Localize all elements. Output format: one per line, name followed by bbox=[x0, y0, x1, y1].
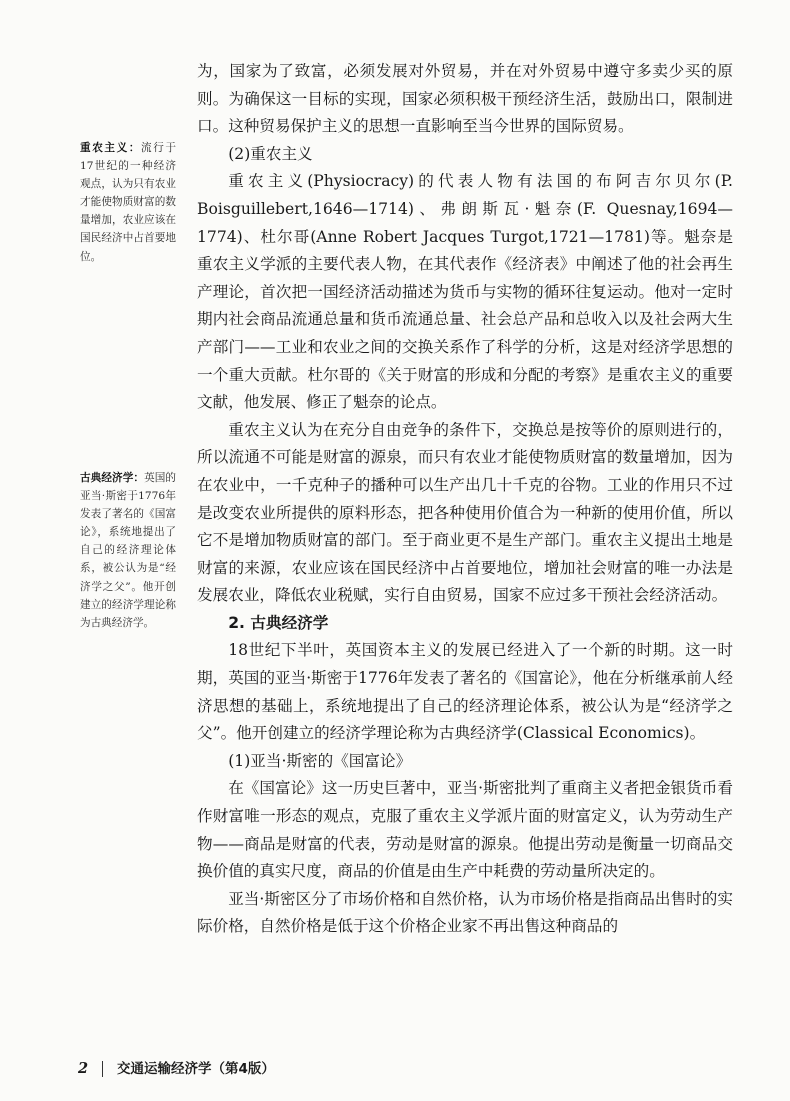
paragraph-physiocracy-figures: 重农主义(Physiocracy)的代表人物有法国的布阿吉尔贝尔(P. Boisguillebert,1646—1714)、弗朗斯瓦·魁奈(F. Quesnay,1694—1774)、杜尔哥(Anne Robert Jacques Turgot,1721—1781)等。魁奈是重农主义学派的主要代表人物，在其代表作《经济表》中阐述了他的社会再生产理论，首次把一国经济活动描述为货币与实物的循环往复运动。他对一定时期内社会商品流通总量和货币流通总量、社会总产品和总收入以及社会两大生产部门——工业和农业之间的交换关系作了科学的分析，这是对经济学思想的一个重大贡献。杜尔哥的《关于财富的形成和分配的考察》是重农主义的重要文献，他发展、修正了魁奈的论点。 bbox=[197, 172, 733, 412]
margin-note-term: 重农主义 bbox=[80, 142, 129, 154]
margin-note-text: 流行于17世纪的一种经济观点，认为只有农业才能使物质财富的数量增加，农业应该在国民经济中占首要地位。 bbox=[80, 142, 177, 263]
paragraph-classical-intro: 18世纪下半叶，英国资本主义的发展已经进入了一个新的时期。这一时期，英国的亚当·斯密于1776年发表了著名的《国富论》，他在分析继承前人经济思想的基础上，系统地提出了自己的经济理论体系，被公认为是“经济学之父”。他开创建立的经济学理论称为古典经济学(Classical Economics)。 bbox=[197, 641, 733, 743]
paragraph-wealth-of-nations: 在《国富论》这一历史巨著中，亚当·斯密批判了重商主义者把金银货币看作财富唯一形态的观点，克服了重农主义学派片面的财富定义，认为劳动生产物——商品是财富的代表，劳动是财富的源泉。他提出劳动是衡量一切商品交换价值的真实尺度，商品的价值是由生产中耗费的劳动量所决定的。 bbox=[197, 779, 733, 881]
book-title: 交通运输经济学（第4版） bbox=[117, 1061, 275, 1077]
footer-divider bbox=[102, 1061, 103, 1077]
margin-note-physiocracy: 重农主义：流行于17世纪的一种经济观点，认为只有农业才能使物质财富的数量增加，农业应该在国民经济中占首要地位。 bbox=[80, 142, 177, 263]
paragraph-mercantilism-end: 为，国家为了致富，必须发展对外贸易，并在对外贸易中遵守多卖少买的原则。为确保这一目标的实现，国家必须积极干预经济生活，鼓励出口，限制进口。这种贸易保护主义的思想一直影响至当今世界的国际贸易。 bbox=[197, 62, 733, 136]
margin-note-term: 古典经济学 bbox=[80, 472, 134, 484]
page-number: 2 bbox=[78, 1060, 89, 1077]
page-footer bbox=[78, 1057, 275, 1081]
margin-note-text: 英国的亚当·斯密于1776年发表了著名的《国富论》，系统地提出了自己的经济理论体系，被公认为是“经济学之父”。他开创建立的经济学理论称为古典经济学。 bbox=[80, 472, 177, 629]
margin-note-classical-economics: 古典经济学：英国的亚当·斯密于1776年发表了著名的《国富论》，系统地提出了自己的经济理论体系，被公认为是“经济学之父”。他开创建立的经济学理论称为古典经济学。 bbox=[80, 472, 177, 629]
subheading-physiocracy: (2)重农主义 bbox=[228, 144, 313, 163]
main-text bbox=[197, 58, 733, 941]
paragraph-physiocracy-views: 重农主义认为在充分自由竞争的条件下，交换总是按等价的原则进行的，所以流通不可能是财富的源泉，而只有农业才能使物质财富的数量增加，因为在农业中，一千克种子的播种可以生产出几十千克的谷物。工业的作用只不过是改变农业所提供的原料形态，把各种使用价值合为一种新的使用价值，所以它不是增加物质财富的部门。至于商业更不是生产部门。重农主义提出土地是财富的来源，农业应该在国民经济中占首要地位，增加社会财富的唯一办法是发展农业，降低农业税赋，实行自由贸易，国家不应过多干预社会经济活动。 bbox=[197, 420, 733, 605]
paragraph-market-price: 亚当·斯密区分了市场价格和自然价格，认为市场价格是指商品出售时的实际价格，自然价格是低于这个价格企业家不再出售这种商品的 bbox=[197, 889, 733, 936]
section-heading-classical-economics: 2. 古典经济学 bbox=[228, 613, 329, 632]
subheading-wealth-of-nations: (1)亚当·斯密的《国富论》 bbox=[228, 751, 412, 770]
